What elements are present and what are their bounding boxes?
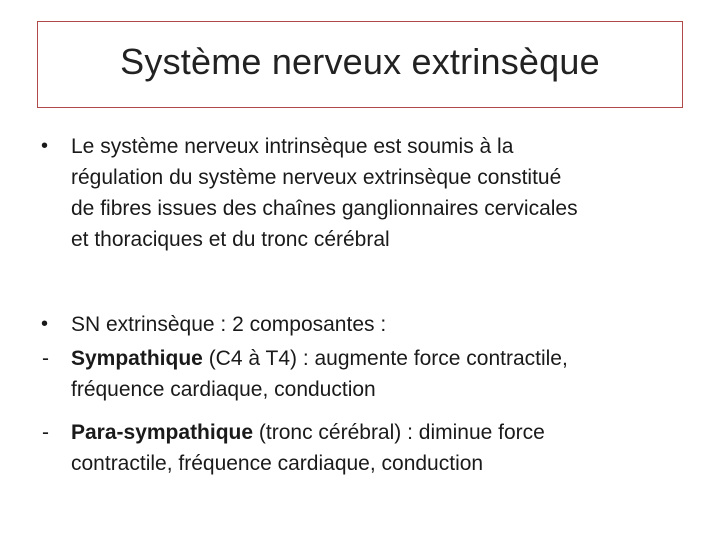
dash-line-rest: (C4 à T4) : augmente force contractile, <box>202 347 568 370</box>
dash-text <box>71 417 691 479</box>
bullet-line: et thoraciques et du tronc cérébral <box>71 228 390 251</box>
bullet-marker: • <box>41 135 49 157</box>
bullet-line: Le système nerveux intrinsèque est soumis à la <box>71 135 514 158</box>
dash-line-rest: (tronc cérébral) : diminue force <box>253 421 545 444</box>
dash-text <box>71 343 691 405</box>
bullet-line: SN extrinsèque : 2 composantes : <box>71 313 387 336</box>
bullet-line: régulation du système nerveux extrinsèque constitué <box>71 166 562 189</box>
term-parasympathique: Para-sympathique <box>71 421 254 444</box>
bullet-marker: • <box>41 313 49 335</box>
term-sympathique: Sympathique <box>71 347 203 370</box>
dash-line: fréquence cardiaque, conduction <box>71 378 376 401</box>
bullet-text <box>71 131 691 255</box>
bullet-text <box>71 309 691 340</box>
slide-title: Système nerveux extrinsèque <box>120 40 600 82</box>
dash-marker: - <box>42 347 49 370</box>
dash-line: contractile, fréquence cardiaque, conduction <box>71 452 484 475</box>
bullet-line: de fibres issues des chaînes ganglionnaires cervicales <box>71 197 578 220</box>
dash-marker: - <box>42 421 49 444</box>
dash-line <box>71 417 691 448</box>
dash-line <box>71 343 691 374</box>
